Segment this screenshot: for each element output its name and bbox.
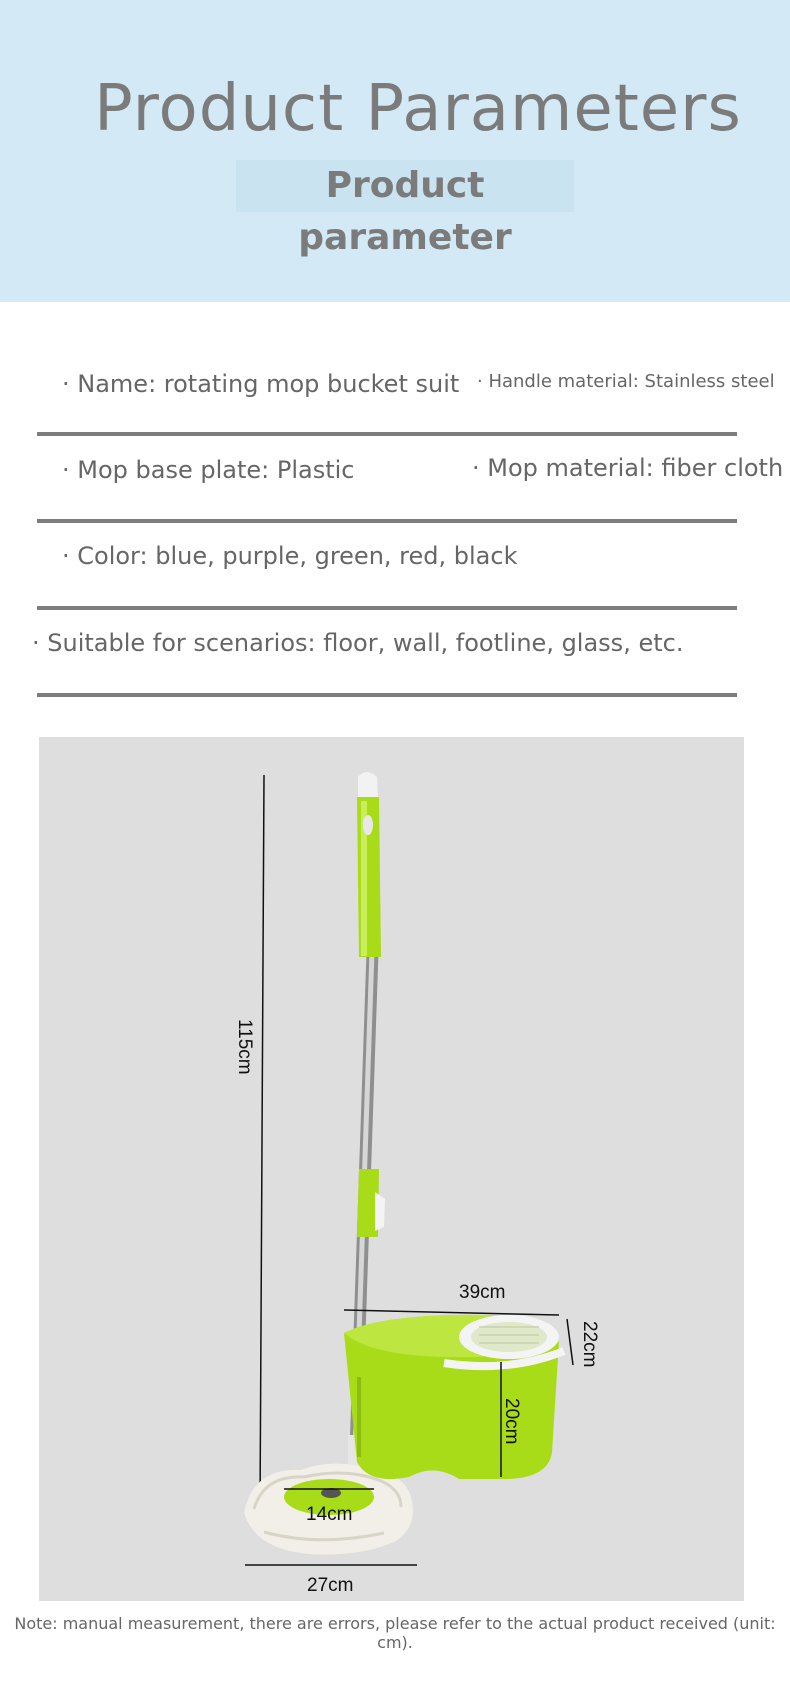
product-photo [39,737,744,1601]
divider [37,432,737,436]
divider [37,519,737,523]
bucket-length-label: 39cm [459,1282,506,1303]
param-base-plate: · Mop base plate: Plastic [62,456,355,484]
page-title: Product Parameters [94,72,742,146]
handle-length-label: 115cm [234,1019,255,1075]
header-banner [0,0,790,302]
mop-head-label: 27cm [307,1575,354,1596]
param-mop-material: · Mop material: fiber cloth [472,454,784,482]
mop-bucket-illustration [39,737,744,1601]
height-dimension-line [260,775,264,1509]
mop-plate-label: 14cm [306,1504,353,1525]
bucket-height-label: 20cm [501,1398,522,1445]
spin-bucket [344,1315,564,1479]
divider [37,693,737,697]
param-handle-material: · Handle material: Stainless steel [477,371,775,392]
param-scenarios: · Suitable for scenarios: floor, wall, footline, glass, etc. [32,629,684,657]
page-subtitle: Product parameter [236,160,574,212]
measurement-note: Note: manual measurement, there are errors, please refer to the actual product received (unit: cm). [14,1614,776,1652]
bucket-width-label: 22cm [579,1321,600,1368]
param-name: · Name: rotating mop bucket suit [62,370,460,398]
divider [37,606,737,610]
param-color: · Color: blue, purple, green, red, black [62,542,518,570]
